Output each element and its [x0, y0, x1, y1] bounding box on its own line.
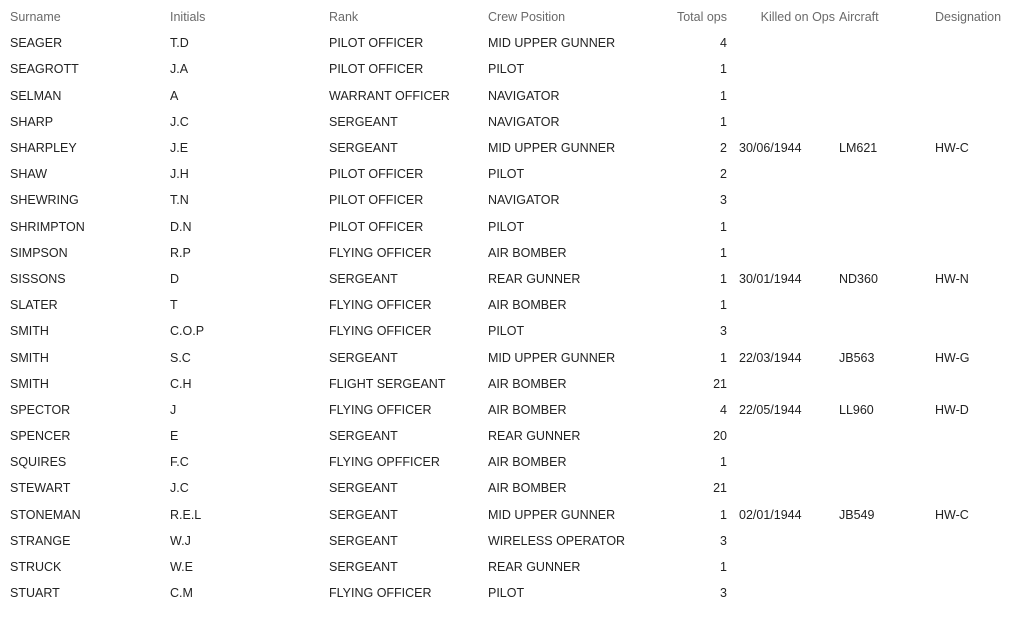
cell-killed-on-ops [739, 109, 839, 135]
table-row [0, 56, 1014, 82]
cell-total-ops: 1 [720, 507, 727, 522]
cell-crew-position: NAVIGATOR [488, 114, 560, 129]
cell-rank: SERGEANT [329, 507, 398, 522]
cell-designation [935, 187, 1014, 213]
cell-surname: SMITH [10, 350, 49, 365]
cell-initials: C.H [170, 376, 192, 391]
cell-aircraft: JB549 [839, 507, 875, 522]
cell-rank: SERGEANT [329, 481, 398, 496]
cell-killed-on-ops [739, 318, 839, 344]
cell-rank: SERGEANT [329, 350, 398, 365]
cell-designation [935, 528, 1014, 554]
cell-total-ops: 1 [720, 62, 727, 77]
cell-aircraft [839, 56, 935, 82]
cell-crew-position: MID UPPER GUNNER [488, 36, 616, 51]
cell-designation [935, 240, 1014, 266]
header-killed-on-ops: Killed on Ops [760, 10, 835, 25]
cell-crew-position: AIR BOMBER [488, 481, 567, 496]
cell-designation [935, 318, 1014, 344]
cell-crew-position: REAR GUNNER [488, 560, 581, 575]
cell-surname: SHRIMPTON [10, 219, 85, 234]
table-row [0, 161, 1014, 187]
cell-killed-on-ops [739, 528, 839, 554]
cell-designation [935, 109, 1014, 135]
table-row [0, 449, 1014, 475]
cell-crew-position: REAR GUNNER [488, 429, 581, 444]
cell-total-ops: 1 [720, 88, 727, 103]
cell-designation [935, 56, 1014, 82]
cell-initials: T [170, 298, 178, 313]
cell-killed-on-ops: 30/06/1944 [739, 141, 802, 156]
table-row [0, 266, 1014, 292]
cell-initials: T.D [170, 36, 189, 51]
cell-designation [935, 161, 1014, 187]
cell-aircraft: LL960 [839, 402, 874, 417]
cell-crew-position: AIR BOMBER [488, 245, 567, 260]
cell-aircraft: ND360 [839, 271, 878, 286]
cell-aircraft: LM621 [839, 141, 878, 156]
cell-rank: FLIGHT SERGEANT [329, 376, 446, 391]
cell-total-ops: 2 [720, 167, 727, 182]
cell-designation: HW-N [935, 271, 969, 286]
cell-surname: SEAGER [10, 36, 63, 51]
cell-total-ops: 2 [720, 141, 727, 156]
cell-killed-on-ops [739, 423, 839, 449]
cell-initials: D.N [170, 219, 192, 234]
cell-total-ops: 20 [713, 429, 727, 444]
cell-initials: E [170, 429, 179, 444]
cell-surname: SHARPLEY [10, 141, 77, 156]
cell-initials: R.E.L [170, 507, 202, 522]
cell-surname: SIMPSON [10, 245, 68, 260]
cell-killed-on-ops: 22/03/1944 [739, 350, 802, 365]
cell-surname: SMITH [10, 324, 49, 339]
cell-crew-position: AIR BOMBER [488, 402, 567, 417]
cell-initials: W.E [170, 560, 193, 575]
cell-designation: HW-C [935, 141, 969, 156]
cell-surname: SHEWRING [10, 193, 79, 208]
cell-rank: FLYING OFFICER [329, 298, 432, 313]
cell-initials: A [170, 88, 179, 103]
cell-aircraft [839, 161, 935, 187]
cell-surname: SEAGROTT [10, 62, 79, 77]
table-row [0, 30, 1014, 56]
header-rank: Rank [329, 10, 359, 25]
cell-killed-on-ops [739, 161, 839, 187]
cell-rank: FLYING OFFICER [329, 402, 432, 417]
cell-crew-position: NAVIGATOR [488, 193, 560, 208]
cell-aircraft [839, 423, 935, 449]
table-row [0, 214, 1014, 240]
cell-total-ops: 4 [720, 36, 727, 51]
table-row [0, 240, 1014, 266]
cell-rank: SERGEANT [329, 560, 398, 575]
cell-initials: J.C [170, 114, 189, 129]
cell-total-ops: 1 [720, 271, 727, 286]
cell-designation [935, 83, 1014, 109]
cell-rank: PILOT OFFICER [329, 167, 424, 182]
cell-surname: SELMAN [10, 88, 62, 103]
cell-surname: SISSONS [10, 271, 66, 286]
cell-killed-on-ops [739, 214, 839, 240]
cell-total-ops: 1 [720, 219, 727, 234]
cell-initials: F.C [170, 455, 189, 470]
cell-aircraft [839, 528, 935, 554]
cell-killed-on-ops: 22/05/1944 [739, 402, 802, 417]
table-row [0, 371, 1014, 397]
cell-total-ops: 1 [720, 455, 727, 470]
cell-surname: SPECTOR [10, 402, 71, 417]
cell-killed-on-ops [739, 187, 839, 213]
cell-initials: J [170, 402, 177, 417]
cell-total-ops: 3 [720, 533, 727, 548]
cell-killed-on-ops [739, 83, 839, 109]
cell-killed-on-ops [739, 580, 839, 606]
cell-rank: SERGEANT [329, 429, 398, 444]
cell-rank: FLYING OFFICER [329, 324, 432, 339]
header-row [0, 4, 1014, 30]
table-row [0, 109, 1014, 135]
cell-initials: S.C [170, 350, 191, 365]
cell-aircraft [839, 109, 935, 135]
cell-rank: FLYING OPFFICER [329, 455, 440, 470]
cell-crew-position: MID UPPER GUNNER [488, 350, 616, 365]
table-row [0, 554, 1014, 580]
cell-crew-position: NAVIGATOR [488, 88, 560, 103]
table-row [0, 318, 1014, 344]
table-row [0, 528, 1014, 554]
table-row [0, 397, 1014, 423]
cell-surname: SPENCER [10, 429, 71, 444]
cell-crew-position: REAR GUNNER [488, 271, 581, 286]
cell-aircraft [839, 292, 935, 318]
cell-designation [935, 423, 1014, 449]
cell-total-ops: 1 [720, 350, 727, 365]
cell-surname: SLATER [10, 298, 58, 313]
cell-killed-on-ops: 30/01/1944 [739, 271, 802, 286]
cell-total-ops: 1 [720, 298, 727, 313]
cell-killed-on-ops [739, 56, 839, 82]
cell-rank: FLYING OFFICER [329, 586, 432, 601]
cell-crew-position: PILOT [488, 62, 525, 77]
cell-rank: PILOT OFFICER [329, 219, 424, 234]
table-row [0, 135, 1014, 161]
cell-total-ops: 4 [720, 402, 727, 417]
cell-killed-on-ops [739, 554, 839, 580]
cell-aircraft [839, 475, 935, 501]
header-surname: Surname [10, 10, 61, 25]
table-row [0, 292, 1014, 318]
table-row [0, 344, 1014, 370]
table-body [0, 30, 1014, 606]
cell-designation [935, 475, 1014, 501]
cell-initials: D [170, 271, 180, 286]
cell-designation [935, 580, 1014, 606]
cell-designation [935, 214, 1014, 240]
cell-aircraft [839, 580, 935, 606]
cell-surname: SHAW [10, 167, 48, 182]
table-row [0, 83, 1014, 109]
cell-initials: W.J [170, 533, 191, 548]
table-row [0, 475, 1014, 501]
cell-rank: FLYING OFFICER [329, 245, 432, 260]
cell-total-ops: 3 [720, 586, 727, 601]
cell-designation: HW-G [935, 350, 970, 365]
header-aircraft: Aircraft [839, 10, 879, 25]
cell-rank: PILOT OFFICER [329, 36, 424, 51]
cell-initials: C.O.P [170, 324, 205, 339]
cell-killed-on-ops [739, 449, 839, 475]
cell-rank: PILOT OFFICER [329, 193, 424, 208]
cell-designation [935, 30, 1014, 56]
cell-aircraft: JB563 [839, 350, 875, 365]
cell-killed-on-ops [739, 292, 839, 318]
table-row [0, 502, 1014, 528]
cell-surname: STRUCK [10, 560, 62, 575]
cell-surname: SMITH [10, 376, 49, 391]
header-designation: Designation [935, 10, 1002, 25]
cell-aircraft [839, 240, 935, 266]
cell-crew-position: AIR BOMBER [488, 455, 567, 470]
cell-total-ops: 21 [713, 481, 727, 496]
cell-aircraft [839, 554, 935, 580]
cell-rank: SERGEANT [329, 271, 398, 286]
cell-surname: STUART [10, 586, 60, 601]
cell-initials: J.H [170, 167, 189, 182]
header-crew-position: Crew Position [488, 10, 566, 25]
cell-killed-on-ops [739, 371, 839, 397]
cell-initials: J.E [170, 141, 189, 156]
cell-killed-on-ops [739, 240, 839, 266]
cell-rank: WARRANT OFFICER [329, 88, 450, 103]
cell-aircraft [839, 449, 935, 475]
cell-crew-position: PILOT [488, 219, 525, 234]
cell-designation [935, 371, 1014, 397]
cell-surname: SQUIRES [10, 455, 67, 470]
cell-designation [935, 554, 1014, 580]
cell-surname: SHARP [10, 114, 54, 129]
cell-crew-position: PILOT [488, 167, 525, 182]
cell-rank: SERGEANT [329, 533, 398, 548]
cell-aircraft [839, 214, 935, 240]
cell-aircraft [839, 30, 935, 56]
cell-total-ops: 21 [713, 376, 727, 391]
crew-roster-table [0, 4, 1014, 606]
table-header [0, 4, 1014, 30]
cell-surname: STRANGE [10, 533, 71, 548]
cell-rank: PILOT OFFICER [329, 62, 424, 77]
header-initials: Initials [170, 10, 206, 25]
cell-killed-on-ops [739, 30, 839, 56]
cell-initials: J.A [170, 62, 189, 77]
cell-rank: SERGEANT [329, 114, 398, 129]
cell-aircraft [839, 187, 935, 213]
cell-total-ops: 1 [720, 560, 727, 575]
cell-designation [935, 449, 1014, 475]
cell-total-ops: 1 [720, 114, 727, 129]
cell-crew-position: PILOT [488, 586, 525, 601]
cell-designation: HW-D [935, 402, 969, 417]
cell-initials: R.P [170, 245, 191, 260]
cell-crew-position: WIRELESS OPERATOR [488, 533, 626, 548]
cell-crew-position: AIR BOMBER [488, 298, 567, 313]
cell-initials: T.N [170, 193, 189, 208]
cell-total-ops: 3 [720, 193, 727, 208]
cell-initials: C.M [170, 586, 193, 601]
header-total-ops: Total ops [676, 10, 727, 25]
table-row [0, 580, 1014, 606]
cell-initials: J.C [170, 481, 189, 496]
cell-total-ops: 1 [720, 245, 727, 260]
cell-killed-on-ops: 02/01/1944 [739, 507, 802, 522]
cell-aircraft [839, 318, 935, 344]
cell-designation: HW-C [935, 507, 969, 522]
cell-aircraft [839, 83, 935, 109]
cell-designation [935, 292, 1014, 318]
cell-aircraft [839, 371, 935, 397]
cell-crew-position: MID UPPER GUNNER [488, 507, 616, 522]
cell-crew-position: MID UPPER GUNNER [488, 141, 616, 156]
cell-surname: STONEMAN [10, 507, 81, 522]
cell-surname: STEWART [10, 481, 71, 496]
cell-rank: SERGEANT [329, 141, 398, 156]
cell-crew-position: AIR BOMBER [488, 376, 567, 391]
cell-killed-on-ops [739, 475, 839, 501]
cell-crew-position: PILOT [488, 324, 525, 339]
cell-total-ops: 3 [720, 324, 727, 339]
table-row [0, 187, 1014, 213]
table-row [0, 423, 1014, 449]
